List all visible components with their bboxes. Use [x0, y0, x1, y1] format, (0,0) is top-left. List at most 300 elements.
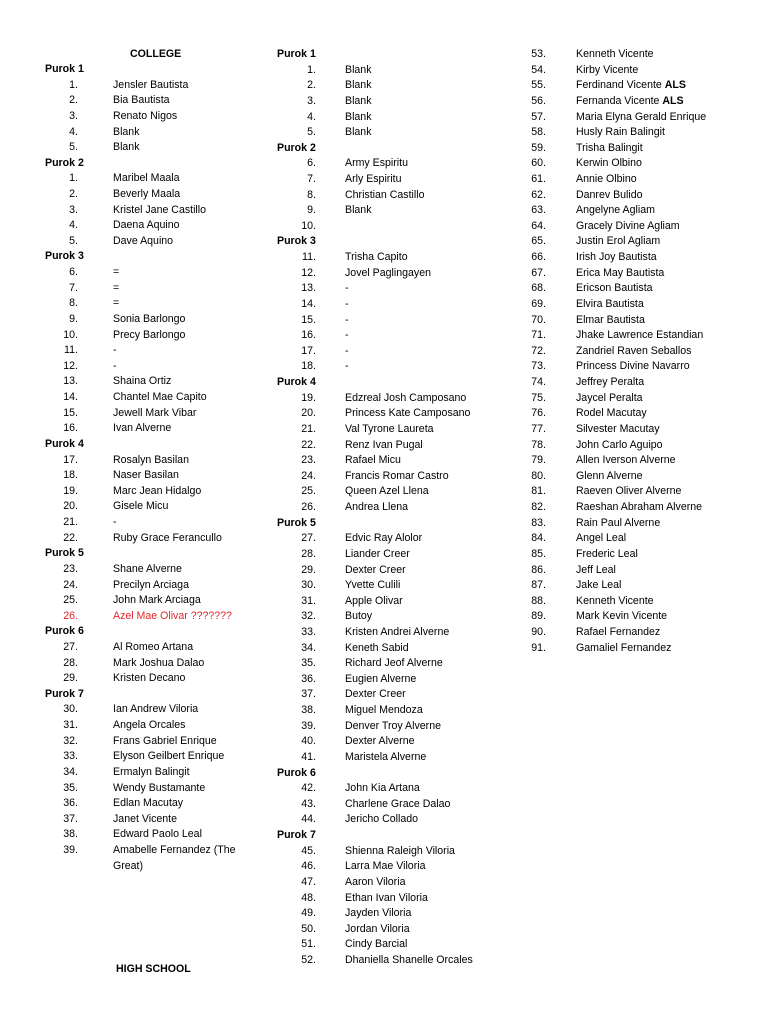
person-name	[113, 499, 168, 514]
item-number: 33.	[63, 750, 78, 763]
item-number: 90.	[531, 625, 546, 638]
person-name	[345, 266, 431, 281]
person-name-text: John Carlo Aguipo	[576, 438, 663, 451]
person-name-text: Precy Barlongo	[113, 328, 186, 341]
person-name-text: Jeff Leal	[576, 563, 616, 576]
person-name-text: Maristela Alverne	[345, 750, 427, 763]
person-name	[113, 562, 182, 577]
person-name-text: Jeffrey Peralta	[576, 376, 645, 388]
person-name-text: Dexter Creer	[345, 563, 406, 576]
person-name-text: Bia Bautista	[113, 94, 170, 107]
person-name	[345, 156, 408, 171]
person-name-text: Princess Divine Navarro	[576, 360, 690, 373]
person-name-text: Rafael Fernandez	[576, 625, 661, 638]
person-name	[345, 344, 349, 359]
person-name	[576, 375, 644, 390]
item-number: 13.	[63, 375, 78, 388]
item-number: 23.	[63, 562, 78, 575]
person-name-text: Edzreal Josh Camposano	[345, 391, 467, 404]
person-name-text: Daena Aquino	[113, 219, 180, 232]
person-name	[113, 390, 207, 405]
item-number: 17.	[63, 453, 78, 466]
item-number: 28.	[301, 547, 316, 560]
person-name	[113, 656, 204, 671]
person-name	[113, 125, 140, 140]
person-name	[113, 78, 188, 93]
item-number: 18.	[63, 469, 78, 482]
person-name-text: Elyson Geilbert Enrique	[113, 750, 225, 763]
person-name	[345, 922, 410, 937]
person-name	[345, 125, 372, 140]
person-name-text: Edvic Ray Alolor	[345, 532, 423, 545]
item-number: 10.	[301, 219, 316, 232]
person-name-text: Kenneth Vicente	[576, 48, 654, 60]
item-number: 2.	[69, 188, 78, 200]
person-name	[345, 812, 418, 827]
person-name-text: Blank	[113, 125, 140, 138]
person-name	[113, 781, 205, 796]
item-number: 29.	[63, 672, 78, 685]
person-name-text: Jordan Viloria	[345, 922, 410, 935]
person-name	[345, 63, 372, 78]
person-name-text: Val Tyrone Laureta	[345, 422, 434, 435]
item-number: 36.	[63, 797, 78, 810]
person-name	[345, 500, 408, 515]
person-name	[113, 109, 177, 124]
person-name-text: Elmar Bautista	[576, 313, 645, 326]
person-name-text: Ferdinand Vicente	[576, 79, 662, 92]
person-name	[576, 63, 638, 78]
person-name	[113, 859, 143, 874]
item-number: 69.	[531, 297, 546, 310]
item-number: 36.	[301, 672, 316, 685]
person-name-text: Blank	[345, 94, 372, 107]
purok-label: Purok 1	[45, 63, 84, 75]
item-number: 4.	[69, 125, 78, 138]
person-name	[113, 515, 117, 530]
item-number: 1.	[307, 63, 316, 76]
person-name-text: Angelyne Agliam	[576, 204, 655, 217]
person-name	[345, 110, 372, 125]
person-name	[345, 547, 410, 562]
person-name	[113, 640, 193, 655]
item-number: 73.	[531, 360, 546, 373]
item-number: 3.	[69, 203, 78, 216]
person-name	[576, 500, 702, 515]
person-name-text: Sonia Barlongo	[113, 312, 186, 325]
person-name	[113, 93, 170, 108]
person-name-text: -	[113, 344, 117, 357]
person-name	[113, 234, 173, 249]
person-name-text: Kenneth Vicente	[576, 594, 654, 607]
item-number: 52.	[301, 954, 316, 966]
person-name	[113, 765, 190, 780]
person-name	[345, 844, 455, 859]
person-name-text: Husly Rain Balingit	[576, 126, 665, 139]
person-name	[113, 468, 179, 483]
person-name	[345, 672, 416, 687]
person-name	[576, 141, 643, 156]
item-number: 43.	[301, 797, 316, 810]
item-number: 75.	[531, 391, 546, 404]
person-name-text: Frederic Leal	[576, 547, 638, 560]
item-number: 79.	[531, 454, 546, 467]
person-name-text: Shaina Ortiz	[113, 375, 172, 388]
person-name-text: Trisha Balingit	[576, 141, 643, 154]
item-number: 17.	[301, 344, 316, 357]
person-name-text: Al Romeo Artana	[113, 640, 194, 653]
item-number: 20.	[301, 407, 316, 420]
item-number: 51.	[301, 938, 316, 951]
item-number: 16.	[63, 422, 78, 435]
purok-label: Purok 3	[277, 235, 316, 248]
person-name-text: Elvira Bautista	[576, 297, 644, 310]
person-name-text: -	[345, 360, 349, 373]
person-name-text: Kristen Decano	[113, 672, 186, 685]
person-name	[345, 469, 449, 484]
person-name	[345, 281, 349, 296]
person-name-text: Gracely Divine Agliam	[576, 219, 680, 232]
item-number: 44.	[301, 813, 316, 826]
person-name-text: Dexter Creer	[345, 688, 406, 701]
person-name	[113, 203, 206, 218]
person-name	[576, 328, 703, 343]
person-name-text: Amabelle Fernandez (The	[113, 844, 236, 856]
person-name	[345, 250, 408, 265]
item-number: 14.	[63, 391, 78, 403]
item-number: 24.	[63, 578, 78, 591]
item-number: 28.	[63, 656, 78, 669]
person-name-text: Ian Andrew Viloria	[113, 703, 199, 716]
als-tag: ALS	[662, 94, 684, 107]
person-name	[576, 547, 638, 562]
person-name-text: Glenn Alverne	[576, 469, 643, 482]
item-number: 8.	[307, 188, 316, 201]
person-name-text: Maribel Maala	[113, 172, 180, 185]
person-name-text: Jericho Collado	[345, 813, 419, 826]
person-name	[345, 203, 372, 218]
item-number: 2.	[307, 79, 316, 92]
purok-label: Purok 6	[277, 766, 316, 779]
item-number: 6.	[69, 266, 78, 279]
person-name-text: Wendy Bustamante	[113, 781, 206, 794]
person-name	[576, 281, 653, 296]
person-name	[576, 516, 660, 531]
item-number: 20.	[63, 500, 78, 513]
person-name-text: Fernanda Vicente	[576, 94, 660, 107]
person-name	[345, 953, 473, 968]
person-name	[576, 469, 643, 484]
item-number: 30.	[301, 579, 316, 592]
item-number: 15.	[301, 313, 316, 326]
person-name	[345, 359, 349, 374]
person-name-text: Edlan Macutay	[113, 797, 184, 810]
item-number: 21.	[301, 422, 316, 435]
person-name	[113, 593, 201, 608]
person-name-text: Kerwin Olbino	[576, 157, 642, 170]
person-name-text: Angel Leal	[576, 532, 627, 545]
person-name-text: Jaycel Peralta	[576, 391, 643, 404]
item-number: 32.	[301, 610, 316, 623]
person-name-text: Marc Jean Hidalgo	[113, 484, 202, 497]
item-number: 5.	[307, 126, 316, 139]
person-name	[113, 406, 196, 421]
person-name-text: Blank	[345, 63, 372, 76]
item-number: 35.	[301, 657, 316, 670]
item-number: 58.	[531, 126, 546, 139]
person-name	[576, 250, 657, 265]
person-name-text: Army Espiritu	[345, 157, 408, 170]
person-name	[576, 484, 681, 499]
person-name-text: Eugien Alverne	[345, 672, 417, 685]
person-name	[345, 797, 450, 812]
person-name-text: Rafael Micu	[345, 454, 401, 467]
item-number: 87.	[531, 579, 546, 592]
person-name	[345, 438, 423, 453]
person-name-text: Blank	[345, 126, 372, 139]
item-number: 70.	[531, 313, 546, 326]
person-name	[576, 94, 684, 109]
item-number: 88.	[531, 594, 546, 607]
person-name	[345, 625, 449, 640]
person-name-text: Ethan Ivan Viloria	[345, 891, 428, 904]
person-name	[345, 578, 400, 593]
person-name	[345, 906, 411, 921]
item-number: 18.	[301, 360, 316, 373]
item-number: 40.	[301, 735, 316, 748]
item-number: 64.	[531, 219, 546, 232]
person-name	[345, 297, 349, 312]
item-number: 19.	[301, 391, 316, 404]
person-name	[345, 594, 403, 609]
person-name-text: =	[113, 281, 120, 294]
person-name	[576, 203, 655, 218]
person-name-text: Renato Nigos	[113, 109, 178, 122]
item-number: 24.	[301, 469, 316, 482]
person-name-text: Aaron Viloria	[345, 875, 406, 888]
item-number: 42.	[301, 782, 316, 795]
purok-label: Purok 7	[277, 829, 316, 841]
person-name-text: Ermalyn Balingit	[113, 765, 190, 778]
person-name	[576, 438, 663, 453]
item-number: 23.	[301, 454, 316, 467]
item-number: 71.	[531, 329, 546, 342]
person-name-text: Princess Kate Camposano	[345, 407, 471, 420]
person-name-text: Jhake Lawrence Estandian	[576, 329, 704, 342]
person-name-text: Raeshan Abraham Alverne	[576, 501, 703, 513]
person-name	[576, 641, 671, 656]
purok-label: Purok 5	[277, 516, 316, 529]
item-number: 54.	[531, 63, 546, 76]
person-name-text: Maria Elyna Gerald Enrique	[576, 110, 707, 123]
item-number: 57.	[531, 110, 546, 123]
person-name	[576, 313, 645, 328]
item-number: 91.	[531, 641, 546, 654]
person-name-text: Blank	[345, 204, 372, 217]
person-name	[576, 297, 644, 312]
person-name-text: Francis Romar Castro	[345, 469, 449, 482]
person-name-text: Danrev Bulido	[576, 188, 643, 201]
item-number: 10.	[63, 328, 78, 341]
purok-label: Purok 4	[277, 376, 316, 388]
person-name-text: Liander Creer	[345, 547, 410, 560]
person-name	[345, 891, 428, 906]
person-name-text: Yvette Culili	[345, 579, 401, 592]
person-name-text: Dhaniella Shanelle Orcales	[345, 954, 473, 966]
person-name-text: Rain Paul Alverne	[576, 516, 661, 529]
person-name-text: Rosalyn Basilan	[113, 453, 189, 466]
person-name	[576, 266, 664, 281]
item-number: 86.	[531, 563, 546, 576]
item-number: 11.	[64, 344, 78, 357]
item-number: 49.	[301, 907, 316, 920]
person-name	[345, 406, 470, 421]
person-name	[113, 827, 202, 842]
item-number: 8.	[69, 297, 78, 310]
item-number: 4.	[307, 110, 316, 123]
person-name-text: Richard Jeof Alverne	[345, 657, 443, 670]
person-name	[113, 312, 185, 327]
item-number: 31.	[63, 719, 78, 731]
item-number: 46.	[301, 860, 316, 873]
person-name	[113, 187, 180, 202]
person-name	[576, 625, 660, 640]
person-name-text: Miguel Mendoza	[345, 704, 423, 716]
person-name	[576, 172, 637, 187]
item-number: 2.	[69, 94, 78, 107]
item-number: 41.	[301, 750, 316, 763]
person-name-text: Chantel Mae Capito	[113, 391, 207, 403]
person-name-text: Blank	[345, 110, 372, 123]
item-number: 89.	[531, 610, 546, 623]
person-name	[345, 656, 443, 671]
person-name	[576, 219, 680, 234]
person-name	[113, 328, 185, 343]
person-name	[113, 718, 185, 733]
person-name-text: Trisha Capito	[345, 251, 408, 264]
person-name-text: Gamaliel Fernandez	[576, 641, 672, 654]
person-name	[345, 453, 401, 468]
person-name-text: Gisele Micu	[113, 500, 169, 513]
person-name-text: -	[345, 282, 349, 295]
person-name	[113, 843, 235, 858]
item-number: 67.	[531, 266, 546, 279]
person-name	[113, 609, 232, 624]
person-name	[345, 875, 405, 890]
person-name-text: Erica May Bautista	[576, 266, 665, 279]
person-name	[576, 563, 616, 578]
item-number: 59.	[531, 141, 546, 154]
person-name	[113, 171, 180, 186]
item-number: 27.	[301, 532, 316, 545]
item-number: 60.	[531, 157, 546, 170]
person-name-text: Kirby Vicente	[576, 63, 639, 76]
person-name	[345, 563, 406, 578]
person-name-text: -	[113, 359, 117, 372]
person-name	[576, 234, 660, 249]
item-number: 3.	[307, 94, 316, 107]
item-number: 72.	[531, 344, 546, 357]
person-name	[345, 734, 414, 749]
person-name-text: Zandriel Raven Seballos	[576, 344, 692, 357]
person-name-text: Arly Espiritu	[345, 173, 402, 185]
person-name	[113, 265, 119, 280]
person-name-text: Shienna Raleigh Viloria	[345, 844, 455, 857]
person-name	[576, 188, 643, 203]
person-name	[113, 531, 222, 546]
person-name	[345, 531, 422, 546]
person-name	[576, 78, 686, 93]
als-tag: ALS	[664, 79, 686, 92]
item-number: 45.	[301, 844, 316, 857]
person-name	[345, 188, 424, 203]
person-name	[576, 110, 706, 125]
item-number: 3.	[69, 109, 78, 122]
person-name	[345, 937, 407, 952]
person-name	[345, 78, 372, 93]
person-name	[113, 218, 180, 233]
item-number: 50.	[301, 922, 316, 935]
person-name	[345, 703, 423, 718]
person-name-text: Irish Joy Bautista	[576, 251, 657, 264]
person-name-text: Jensler Bautista	[113, 78, 189, 91]
purok-label: Purok 1	[277, 48, 316, 60]
person-name-text: Janet Vicente	[113, 812, 178, 825]
person-name	[576, 531, 626, 546]
person-name-text: Kristen Andrei Alverne	[345, 625, 450, 638]
purok-label: Purok 2	[45, 156, 84, 169]
item-number: 29.	[301, 563, 316, 576]
person-name	[345, 609, 372, 624]
item-number: 35.	[63, 781, 78, 794]
person-name	[113, 749, 224, 764]
person-name	[576, 47, 654, 62]
person-name-text: Blank	[113, 141, 140, 154]
item-number: 78.	[531, 438, 546, 451]
item-number: 85.	[531, 547, 546, 560]
item-number: 37.	[63, 812, 78, 825]
item-number: 37.	[301, 688, 316, 701]
purok-label: Purok 3	[45, 250, 84, 263]
person-name	[345, 328, 349, 343]
person-name-text: Christian Castillo	[345, 188, 425, 201]
person-name	[113, 296, 119, 311]
item-number: 9.	[307, 204, 316, 217]
item-number: 38.	[63, 828, 78, 841]
person-name	[345, 719, 441, 734]
person-name-text: Jayden Viloria	[345, 907, 412, 920]
item-number: 74.	[531, 376, 546, 388]
item-number: 32.	[63, 734, 78, 747]
item-number: 9.	[69, 312, 78, 325]
person-name-text: Annie Olbino	[576, 173, 637, 185]
person-name	[345, 422, 434, 437]
person-name	[576, 422, 660, 437]
item-number: 1.	[69, 78, 78, 91]
item-number: 76.	[531, 407, 546, 420]
item-number: 80.	[531, 469, 546, 482]
item-number: 27.	[63, 640, 78, 653]
item-number: 22.	[63, 531, 78, 544]
person-name-text: John Kia Artana	[345, 782, 420, 795]
person-name	[576, 594, 654, 609]
person-name	[113, 702, 198, 717]
item-number: 48.	[301, 891, 316, 904]
item-number: 4.	[69, 219, 78, 232]
purok-label: Purok 7	[45, 687, 84, 700]
item-number: 39.	[63, 844, 78, 856]
item-number: 22.	[301, 438, 316, 451]
